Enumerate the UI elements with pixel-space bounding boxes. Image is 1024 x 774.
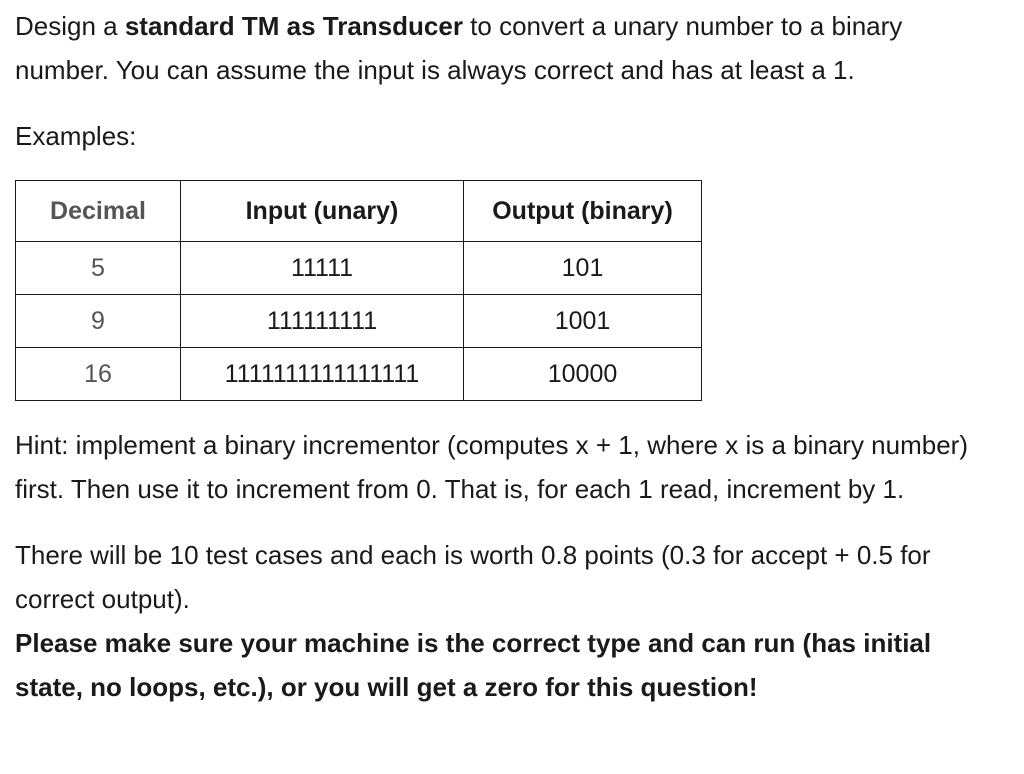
cell-output-binary: 101	[464, 242, 702, 295]
header-input-unary: Input (unary)	[181, 181, 464, 242]
cell-decimal: 9	[16, 295, 181, 348]
cell-output-binary: 1001	[464, 295, 702, 348]
examples-table-container	[15, 180, 1000, 401]
intro-bold-term: standard TM as Transducer	[124, 11, 463, 41]
hint-paragraph: Hint: implement a binary incrementor (computes x + 1, where x is a binary number) first. Then use it to increment from 0. That is, for each 1 read, increment by 1.	[15, 430, 968, 504]
cell-output-binary: 10000	[464, 348, 702, 401]
test-cases-paragraph: There will be 10 test cases and each is worth 0.8 points (0.3 for accept + 0.5 for correct output).	[15, 540, 931, 614]
intro-prefix: Design a	[15, 11, 125, 41]
intro-suffix: to convert a unary number to a binary number. You can assume the input is always correct and has at least a 1.	[15, 11, 903, 85]
examples-label: Examples:	[15, 121, 137, 151]
warning-paragraph: Please make sure your machine is the correct type and can run (has initial state, no loops, etc.), or you will get a zero for this question!	[15, 628, 932, 702]
cell-input-unary: 11111	[181, 242, 464, 295]
header-output-binary: Output (binary)	[464, 181, 702, 242]
cell-decimal: 5	[16, 242, 181, 295]
intro-paragraph	[15, 4, 1000, 92]
cell-input-unary: 1111111111111111	[181, 348, 464, 401]
header-decimal: Decimal	[16, 181, 181, 242]
table-row	[16, 242, 702, 295]
examples-table	[15, 180, 702, 401]
table-header-row	[16, 181, 702, 242]
table-row	[16, 295, 702, 348]
cell-decimal: 16	[16, 348, 181, 401]
cell-input-unary: 111111111	[181, 295, 464, 348]
table-row	[16, 348, 702, 401]
